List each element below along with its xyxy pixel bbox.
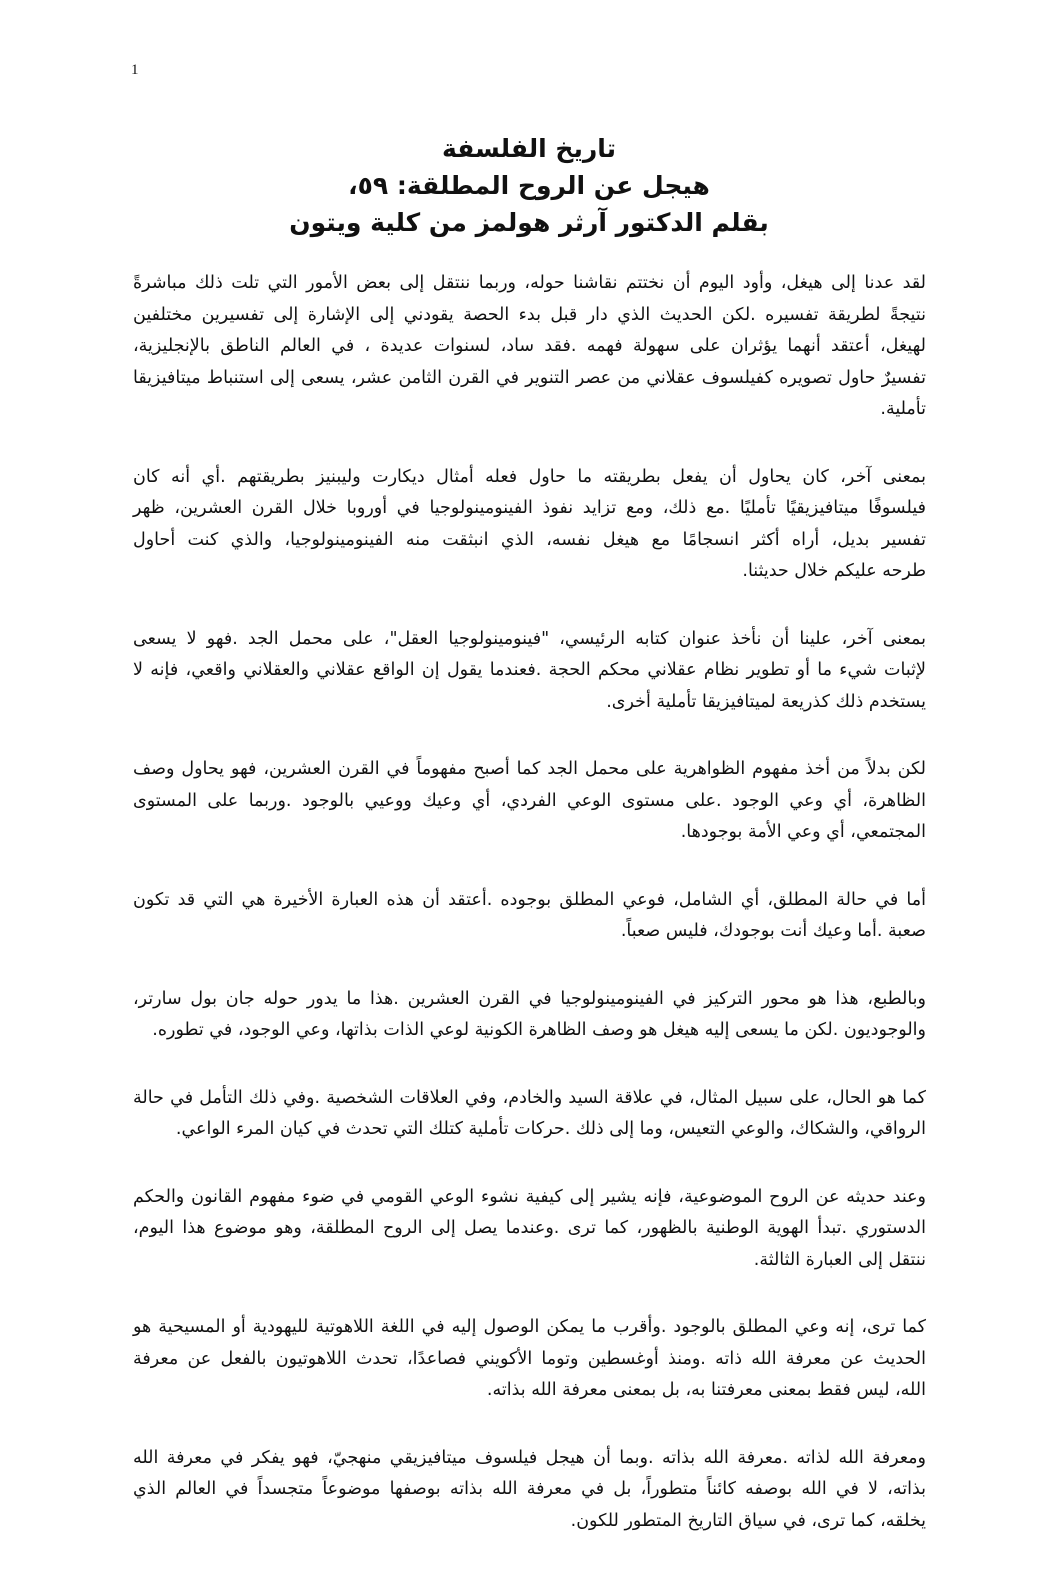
paragraph-line: الظاهرة، أي وعي الوجود .على مستوى الوعي الفردي، أي وعيك ووعيي بالوجود .وربما على المستوى bbox=[133, 790, 926, 811]
title-line-2: هيجل عن الروح المطلقة: ٥٩، bbox=[348, 171, 710, 200]
paragraph-line: تفسيرٌ حاول تصويره كفيلسوف عقلاني من عصر التنوير في القرن الثامن عشر، يسعى إلى استنباط ميتافيزيقا bbox=[133, 367, 926, 388]
paragraph bbox=[133, 885, 926, 948]
paragraph-line: بمعنى آخر، كان يحاول أن يفعل بطريقته ما حاول فعله أمثال ديكارت وليبنيز بطريقتهم .أي أنه كان bbox=[133, 466, 926, 487]
page-number: 1 bbox=[131, 62, 139, 78]
paragraph-line: والوجوديون .لكن ما يسعى إليه هيغل هو وصف الظاهرة الكونية لوعي الذات بذاتها، وعي الوجود، في تطوره. bbox=[152, 1020, 926, 1040]
paragraph-line: بذاته، لا في الله بوصفه كائناً متطوراً، بل في معرفة الله بذاته بوصفها موضوعاً متجسداً في العالم الذي bbox=[133, 1479, 926, 1499]
paragraph-line: لهيغل، أعتقد أنهما يؤثران على سهولة فهمه .فقد ساد، لسنوات عديدة ، في العالم الناطق بالإنجليزية، bbox=[133, 336, 926, 356]
paragraph-line: فيلسوفًا ميتافيزيقيًا تأمليًا .مع ذلك، ومع تزايد نفوذ الفينومينولوجيا في أوروبا خلال القرن العشرين، ظهر bbox=[133, 498, 926, 518]
paragraph-line: الحديث عن معرفة الله ذاته .ومنذ أوغسطين وتوما الأكويني فصاعدًا، تحدث اللاهوتيون بالفعل عن معرفة bbox=[133, 1348, 926, 1369]
paragraph-line: تأملية. bbox=[880, 399, 926, 419]
paragraph-line: الرواقي، والشكاك، والوعي التعيس، وما إلى ذلك .حركات تأملية كتلك التي تحدث في كيان المرء الواعي. bbox=[175, 1119, 926, 1139]
title-line-3: بقلم الدكتور آرثر هولمز من كلية ويتون bbox=[289, 208, 769, 237]
paragraph bbox=[133, 1312, 926, 1407]
paragraph-line: نتيجةً لطريقة تفسيره .لكن الحديث الذي دار قبل بدء الحصة يقودني إلى الإشارة إلى تفسيرين مختلفين bbox=[133, 304, 926, 325]
paragraph-line: لإثبات شيء ما أو تطوير نظام عقلاني محكم الحجة .فعندما يقول إن الواقع عقلاني والعقلاني واقعي، فإنه لا bbox=[133, 660, 926, 680]
paragraph-line: تفسير بديل، أراه أكثر انسجامًا مع هيغل نفسه، الذي انبثقت منه الفينومينولوجيا، والذي كنت أحاول bbox=[133, 529, 926, 550]
paragraph-line: وبالطبع، هذا هو محور التركيز في الفينومينولوجيا في القرن العشرين .هذا ما يدور حوله جان بول سارتر، bbox=[133, 988, 926, 1009]
paragraph bbox=[133, 462, 926, 588]
document-body bbox=[133, 268, 926, 1573]
paragraph bbox=[133, 268, 926, 426]
paragraph-line: يستخدم ذلك كذريعة لميتافيزيقا تأملية أخرى. bbox=[606, 691, 926, 712]
paragraph bbox=[133, 984, 926, 1047]
paragraph-line: الدستوري .تبدأ الهوية الوطنية بالظهور، كما ترى .وعندما يصل إلى الروح المطلقة، وهو موضوع هذا اليوم، bbox=[133, 1218, 926, 1238]
paragraph bbox=[133, 624, 926, 719]
paragraph bbox=[133, 1083, 926, 1146]
paragraph-line: المجتمعي، أي وعي الأمة بوجودها. bbox=[680, 822, 926, 842]
paragraph-line: أما في حالة المطلق، أي الشامل، فوعي المطلق بوجوده .أعتقد أن هذه العبارة الأخيرة هي التي قد تكون bbox=[133, 889, 926, 910]
paragraph-line: لقد عدنا إلى هيغل، وأود اليوم أن نختتم نقاشنا حوله، وربما ننتقل إلى بعض الأمور التي تلت ذلك مباشرةً bbox=[133, 273, 926, 293]
paragraph-line: لكن بدلاً من أخذ مفهوم الظواهرية على محمل الجد كما أصبح مفهوماً في القرن العشرين، فهو يحاول وصف bbox=[133, 759, 926, 779]
paragraph-line: الله، ليس فقط بمعنى معرفتنا به، بل بمعنى معرفة الله بذاته. bbox=[486, 1380, 926, 1400]
paragraph bbox=[133, 1182, 926, 1277]
paragraph-line: وعند حديثه عن الروح الموضوعية، فإنه يشير إلى كيفية نشوء الوعي القومي في ضوء مفهوم القانون والحكم bbox=[133, 1186, 926, 1207]
paragraph-line: ننتقل إلى العبارة الثالثة. bbox=[753, 1249, 926, 1270]
paragraph-line: يخلقه، كما ترى، في سياق التاريخ المتطور للكون. bbox=[570, 1510, 926, 1531]
paragraph-line: طرحه عليكم خلال حديثنا. bbox=[742, 561, 926, 581]
paragraph-line: كما هو الحال، على سبيل المثال، في علاقة السيد والخادم، وفي العلاقات الشخصية .وفي ذلك التأمل في حالة bbox=[133, 1087, 926, 1108]
paragraph bbox=[133, 1443, 926, 1538]
paragraph bbox=[133, 754, 926, 849]
paragraph-line: بمعنى آخر، علينا أن نأخذ عنوان كتابه الرئيسي، "فينومينولوجيا العقل"، على محمل الجد .فهو لا يسعى bbox=[133, 628, 926, 649]
title-line-1: تاريخ الفلسفة bbox=[441, 134, 617, 163]
paragraph-line: ومعرفة الله لذاته .معرفة الله بذاته .وبما أن هيجل فيلسوف ميتافيزيقي منهجيّ، فهو يفكر في معرفة الله bbox=[133, 1447, 926, 1468]
document-title bbox=[0, 130, 1058, 241]
paragraph-line: كما ترى، إنه وعي المطلق بالوجود .وأقرب ما يمكن الوصول إليه في اللغة اللاهوتية لليهودية أو المسيحية هو bbox=[133, 1317, 926, 1337]
paragraph-line: صعبة .أما وعيك أنت بوجودك، فليس صعباً. bbox=[620, 921, 926, 941]
